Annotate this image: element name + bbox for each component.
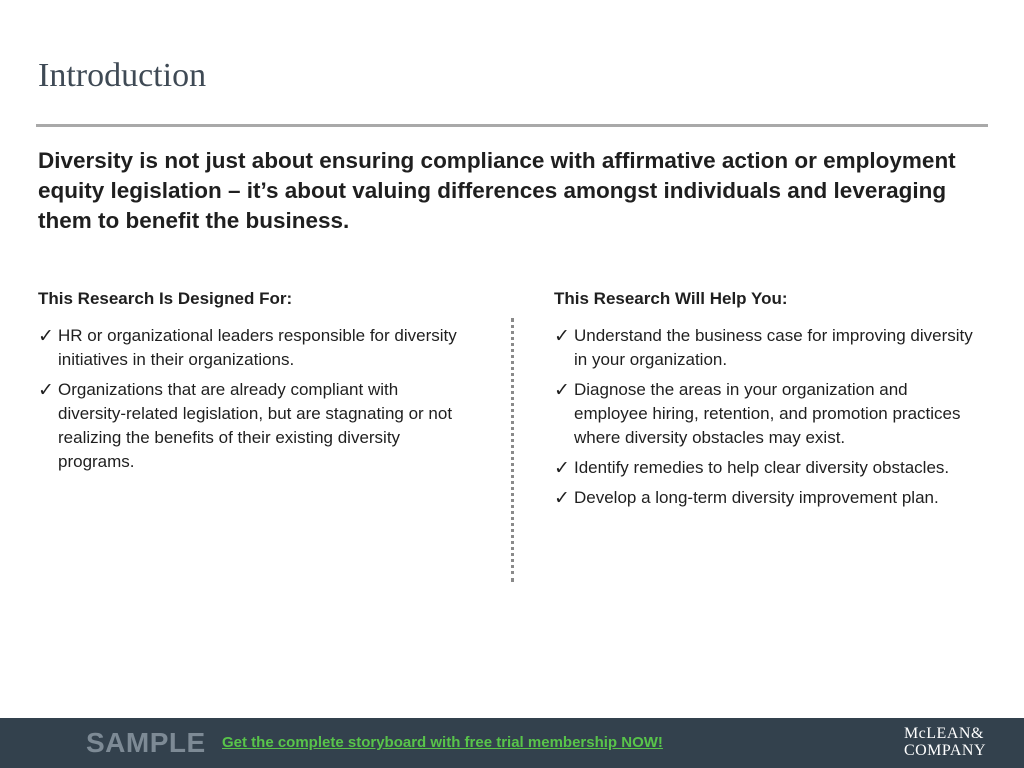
logo-line-2: COMPANY [903,742,986,759]
bullet-text: Organizations that are already compliant with diversity-related legislation, but are stagnating or not realizing the benefits of their existing diversity programs. [58,380,453,471]
left-column-heading: This Research Is Designed For: [38,289,293,308]
left-bullet-list [38,324,468,474]
bullet-text: Identify remedies to help clear diversity obstacles. [574,458,950,477]
logo-line-1: McLEAN& [903,725,984,742]
check-icon: ✓ [554,379,570,401]
list-item [554,324,984,372]
bullet-text: Understand the business case for improving diversity in your organization. [574,326,973,369]
list-item [554,456,984,480]
free-trial-link[interactable]: Get the complete storyboard with free trial membership NOW! [222,734,663,751]
check-icon: ✓ [554,457,570,479]
check-icon: ✓ [554,487,570,509]
bullet-text: Develop a long-term diversity improvement plan. [574,488,939,507]
check-icon: ✓ [38,325,54,347]
bullet-text: HR or organizational leaders responsible for diversity initiatives in their organizations. [58,326,457,369]
check-icon: ✓ [38,379,54,401]
list-item [554,378,984,450]
list-item [38,324,468,372]
title-rule [36,124,988,127]
footer-bar [0,718,1024,768]
sample-label: SAMPLE [86,727,206,758]
left-column [38,288,468,480]
lead-statement: Diversity is not just about ensuring compliance with affirmative action or employment equity legislation – it’s about valuing differences amongst individuals and leveraging them to benefit the business. [38,148,956,233]
list-item [38,378,468,474]
right-column-heading: This Research Will Help You: [554,289,788,308]
column-divider [511,318,514,582]
list-item [554,486,984,510]
bullet-text: Diagnose the areas in your organization and employee hiring, retention, and promotion practices where diversity obstacles may exist. [574,380,961,447]
check-icon: ✓ [554,325,570,347]
mclean-company-logo [904,725,986,759]
page-title: Introduction [38,57,207,94]
right-bullet-list [554,324,984,510]
right-column [554,288,984,516]
